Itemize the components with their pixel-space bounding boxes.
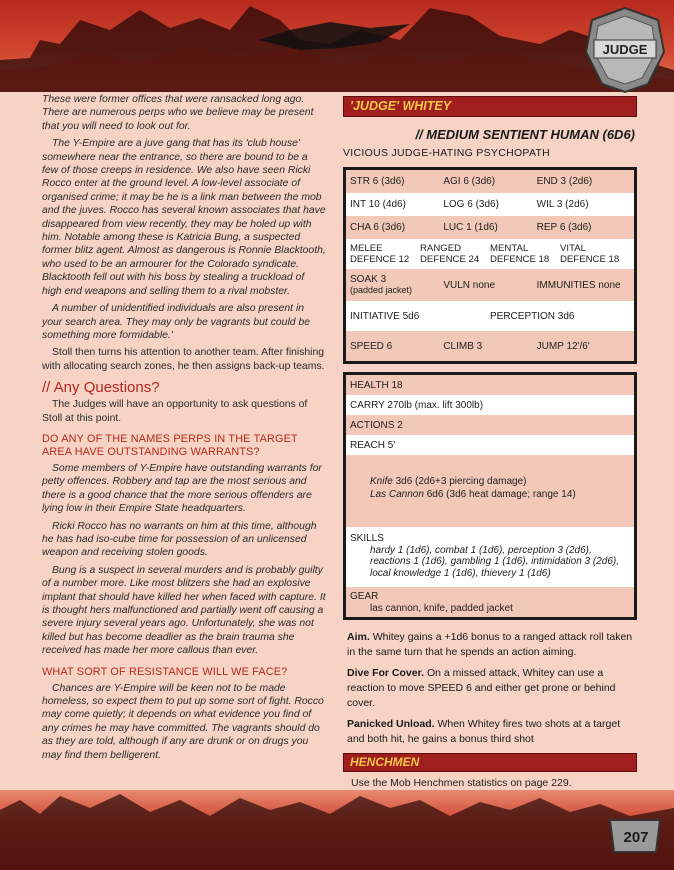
attack-las-cannon: Las Cannon 6d6 (3d6 heat damage; range 14) xyxy=(370,489,576,500)
attr-end: END 3 (2d6) xyxy=(536,176,593,187)
left-column xyxy=(42,93,326,766)
skills-list: hardy 1 (1d6), combat 1 (1d6), perception 3 (2d6), reactions 1 (1d6), gambling 1 (1d6), intimidation 3 (2d6), local knowledge 1 (1d6), thievery 1 (1d6) xyxy=(370,544,620,579)
skills-label: SKILLS xyxy=(350,533,384,544)
badge-label: JUDGE xyxy=(602,42,648,57)
skyline-art xyxy=(0,0,674,92)
defence-mental: MENTAL DEFENCE 18 xyxy=(490,243,550,265)
defence-row xyxy=(346,239,634,269)
gear xyxy=(346,587,634,617)
warrants-paragraph: Ricki Rocco has no warrants on him at this time, although he has had iso-cube time for possession of an unlicensed weapon and receiving stolen goods. xyxy=(42,520,317,559)
statblock-description: VICIOUS JUDGE-HATING PSYCHOPATH xyxy=(343,147,551,159)
judge-badge-icon xyxy=(584,6,666,94)
soak-row xyxy=(346,269,634,301)
attribute-row xyxy=(346,193,634,216)
health: HEALTH 18 xyxy=(346,375,634,395)
statblock-title: 'JUDGE' WHITEY xyxy=(343,96,637,117)
attr-luc: LUC 1 (1d6) xyxy=(443,222,498,233)
soak: SOAK 3 (padded jacket) xyxy=(350,274,413,295)
intro-paragraph: The Y-Empire are a juve gang that has its 'club house' somewhere near the entrance, so there are bound to be a few of those creeps in residence. We also have seen Ricki Rocco enter at the ground level. A low-level associate of organised crime; it may be he is a link man between the mob and the juves. Rocco has several known associates that have disappeared from view recently, they may be holed up with him. Notable among these is Katricia Bung, a suspected former blitz agent. Almost as dangerous is Ronnie Blacktooth, who used to be an armourer for the Colorado syndicate. Blacktooth fell out with his boss by stealing a truckload of high end weapons and selling them to a rival mobster. xyxy=(42,138,326,297)
questions-paragraph: The Judges will have an opportunity to ask questions of Stoll at this point. xyxy=(42,399,308,424)
bottom-banner xyxy=(0,790,674,870)
right-column xyxy=(343,96,637,789)
stat-box xyxy=(343,167,637,364)
ability-dive-for-cover: Dive For Cover. On a missed attack, Whitey can use a reaction to move SPEED 6 and either get prone or behind cover. xyxy=(347,667,616,709)
defence-vital: VITAL DEFENCE 18 xyxy=(560,243,620,265)
bottom-skyline-art xyxy=(0,790,674,870)
gear-list: las cannon, knife, padded jacket xyxy=(370,603,513,614)
henchmen-title: HENCHMEN xyxy=(343,753,637,772)
ability-panicked-unload: Panicked Unload. When Whitey fires two shots at a target and both hit, he gains a bonus third shot xyxy=(347,718,621,745)
skills xyxy=(346,527,634,587)
henchmen-text: Use the Mob Henchmen statistics on page 229. xyxy=(351,777,572,789)
heading-resistance: WHAT SORT OF RESISTANCE WILL WE FACE? xyxy=(42,665,288,678)
speed: SPEED 6 xyxy=(350,340,393,352)
carry: CARRY 270lb (max. lift 300lb) xyxy=(346,395,634,415)
movement-row xyxy=(346,331,634,361)
intro-paragraph: A number of unidentified individuals are also present in your search area. They may only be vagrants but could be something more formidable.' xyxy=(42,303,310,341)
gear-label: GEAR xyxy=(350,591,379,602)
defence-melee: MELEE DEFENCE 12 xyxy=(350,243,410,265)
attr-agi: AGI 6 (3d6) xyxy=(443,176,496,187)
warrants-paragraph: Some members of Y-Empire have outstanding warrants for petty offences. Robbery and tap are the most serious and there is a good chance that the more serious offenders are lying low in their Empire State headquarters. xyxy=(42,462,322,515)
immunities: IMMUNITIES none xyxy=(536,279,621,291)
heading-warrants: DO ANY OF THE NAMES PERPS IN THE TARGET AREA HAVE OUTSTANDING WARRANTS? xyxy=(42,432,298,458)
attr-wil: WIL 3 (2d6) xyxy=(536,199,589,210)
intro-paragraph: These were former offices that were ransacked long ago. There are numerous perps who we believe may be present that you will need to look out for. xyxy=(42,94,314,132)
attr-str: STR 6 (3d6) xyxy=(350,176,405,187)
attack-knife: Knife 3d6 (2d6+3 piercing damage) xyxy=(370,476,527,487)
intro-paragraph: Stoll then turns his attention to another team. After finishing with allocating search zones, he then assigns back-up teams. xyxy=(42,347,325,372)
attribute-row xyxy=(346,216,634,239)
initiative: INITIATIVE 5d6 xyxy=(350,310,420,322)
top-banner xyxy=(0,0,674,92)
perception: PERCEPTION 3d6 xyxy=(490,310,575,322)
jump: JUMP 12'/6' xyxy=(536,340,590,352)
vuln: VULN none xyxy=(443,279,496,291)
warrants-paragraph: Bung is a suspect in several murders and is probably guilty of a number more. Like most blitzers she had an explosive implant that should have killed her when faced with capture. It is thought hers malfunctioned and partially went off causing a severe injury several years ago. Unfortunately, she was not killed but has become deadlier as the brain trauma she received has made her more callous than ever. xyxy=(42,564,326,657)
page-number: 207 xyxy=(623,828,649,846)
initiative-row xyxy=(346,301,634,331)
attr-int: INT 10 (4d6) xyxy=(350,199,406,210)
actions: ACTIONS 2 xyxy=(346,415,634,435)
ability-aim: Aim. Whitey gains a +1d6 bonus to a ranged attack roll taken in the same turn that he spends an action aiming. xyxy=(347,631,633,658)
reach: REACH 5' xyxy=(346,435,634,455)
heading-questions: // Any Questions? xyxy=(42,379,160,397)
attr-rep: REP 6 (3d6) xyxy=(536,222,592,233)
attacks xyxy=(346,455,634,527)
attr-log: LOG 6 (3d6) xyxy=(443,199,499,210)
combat-box xyxy=(343,372,637,620)
statblock-subtitle: // MEDIUM SENTIENT HUMAN (6D6) xyxy=(415,127,635,142)
attr-cha: CHA 6 (3d6) xyxy=(350,222,406,233)
resistance-paragraph: Chances are Y-Empire will be keen not to be made homeless, so expect them to put up some sort of fight. Rocco may come quietly; it depends on what evidence you find of any crimes he may have committed. The vagrants should do as they are told, although if any are drunk or on drugs you may find them belligerent. xyxy=(42,682,324,761)
defence-ranged: RANGED DEFENCE 24 xyxy=(420,243,480,265)
climb: CLIMB 3 xyxy=(443,340,483,352)
attribute-row xyxy=(346,170,634,193)
